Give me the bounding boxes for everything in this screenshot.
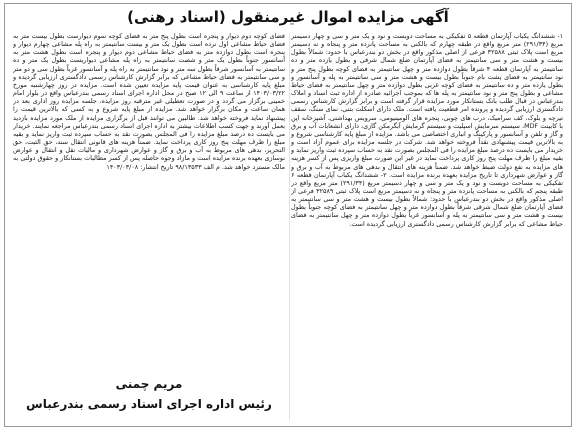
signatory-title: رئیس اداره اجرای اسناد رسمی بندرعباس <box>26 397 272 411</box>
notice-sheet <box>4 3 572 427</box>
notice-body-right-text: ۱- ششدانگ یکباب آپارتمان قطعه ۵ تفکیکی به مساحت دویست و نود و یک متر و سی و چهار دسیمتر مربع (۲۹۱/۳۴) متر مربع واقع در طبقه چهارم که بالکنی به مساحت پانزده متر و پنجاه و نه دسیمتر مربع است پلاک ثبتی ۳۲۵۸۸ فرعی از اصلی مذکور واقع در بخش دو بندرعباس با حدود: شمالاً بطول بیست و هشت متر و سی سانتیمتر به فضای آپارتمان ضلع شمال شرقی و بطول یازده متر و ده سانتیمتر به آپارتمان قطعه ۴ شرقاً بطول دوازده متر و چهل سانتیمتر به فضای کوچه بطول پنج متر و نود سانتیمتر به فضای پشت بام جنوباً بطول بیست و هشت متر و سی سانتیمتر به پله و آسانسور و بطول یازده متر و ده سانتیمتر به فضای کوچه غربی بطول دوازده متر و چهل سانتیمتر به فضای حیاط مشاعی و بطول پنج متر و نود سانتیمتر به پله ها که بموجب اجرائیه صادره از اداره ثبت اسناد و املاک بندرعباس در قبال طلب بانک بستانکار مورد مزایده قرار گرفته است و برابر گزارش کارشناس رسمی دادگستری ارزیابی گردیده و پرونده امر قطعیت یافته است. ملک دارای اسکلت بتنی، نمای سنگ، سقف تیرچه و بلوک، کف سرامیک، درب های چوبی، پنجره های آلومینیومی، سرویس بهداشتی، آشپزخانه اپن با کابینت MDF، سیستم سرمایش اسپلیت و سیستم گرمایش آبگرمکن گازی، دارای انشعابات آب و برق و گاز و تلفن و آسانسور و پارکینگ و انباری اختصاصی می باشد. مزایده از مبلغ پایه کارشناسی شروع و به بالاترین قیمت پیشنهادی نقداً فروخته خواهد شد. شرکت در جلسه مزایده برای عموم آزاد است و خریدار می بایست ده درصد مبلغ مزایده را فی المجلس بصورت نقد به حساب سپرده ثبت واریز نماید و بقیه مبلغ را ظرف مهلت پنج روز کاری پرداخت نماید در غیر این صورت مبلغ واریزی پس از کسر هزینه های مزایده به نفع دولت ضبط خواهد شد. ضمناً هزینه های انتقال و بدهی های مربوط به آب و برق و گاز و عوارض شهرداری تا تاریخ مزایده بعهده برنده مزایده است. ۲- ششدانگ یکباب آپارتمان قطعه ۶ تفکیکی به مساحت دویست و نود و یک متر و سی و چهار دسیمتر مربع (۲۹۱/۳۴) متر مربع واقع در طبقه پنجم که بالکنی به مساحت پانزده متر و پنجاه و نه دسیمتر مربع است پلاک ثبتی ۳۲۵۸۹ فرعی از اصلی مذکور واقع در بخش دو بندرعباس با حدود: شمالاً بطول بیست و هشت متر و سی سانتیمتر به فضای آپارتمان ضلع شمال شرقی شرقاً بطول دوازده متر و چهل سانتیمتر به فضای کوچه جنوباً بطول بیست و هشت متر و سی سانتیمتر به پله و آسانسور غرباً بطول دوازده متر و چهل سانتیمتر به فضای حیاط مشاعی که برابر گزارش کارشناس رسمی دادگستری ارزیابی گردیده است. <box>291 32 563 228</box>
column-divider <box>289 34 290 420</box>
notice-body-left-column <box>13 32 285 330</box>
notice-body-left-text: فضای کوچه دوم دیوار و پنجره است بطول پنج متر به فضای کوچه سوم دیوارست بطول بیست متر به فضای حیاط مشاعی اول نرده است بطول یک متر و بیست سانتیمتر به راه پله مشاعی چهارم دیوار و پنجره است بطول دوازده متر به فضای حیاط مشاعی دوم دیوار و پنجره است بطول هشت متر به آسانسور جنوباً بطول یک متر و شصت سانتیمتر به راه پله مشاعی دیواریست بطول یک متر و ده سانتیمتر به آسانسور شرقاً بطول سه متر و نود سانتیمتر به راه پله و آسانسور غرباً بطول سی و دو متر و سی سانتیمتر به فضای حیاط مشاعی که برابر گزارش کارشناس رسمی دادگستری ارزیابی گردیده و مبلغ پایه کارشناسی به عنوان قیمت پایه مزایده تعیین شده است. مزایده در روز چهارشنبه مورخ ۱۴۰۳/۰۳/۲۲ از ساعت ۹ الی ۱۲ صبح در محل اداره اجرای اسناد رسمی بندرعباس واقع در بلوار امام خمینی برگزار می گردد و در صورت تعطیلی غیر مترقبه روز مزایده، جلسه مزایده روز اداری بعد در همان ساعت و مکان برگزار خواهد شد. مزایده از مبلغ پایه شروع و به کسی که بالاترین قیمت را پیشنهاد نماید فروخته خواهد شد. طالبین می توانند قبل از برگزاری مزایده از ملک مورد مزایده بازدید بعمل آورند و جهت کسب اطلاعات بیشتر به اداره اجرای اسناد رسمی بندرعباس مراجعه نمایند. خریدار می بایست ده درصد مبلغ مزایده را فی المجلس بصورت نقد به حساب سپرده ثبت واریز نماید و بقیه مبلغ را ظرف مهلت پنج روز کاری پرداخت نماید. ضمناً هزینه های قانونی انتقال سند، حق الثبت، حق التحریر، بدهی های مربوط به آب و برق و گاز و عوارض شهرداری و مالیات نقل و انتقال و عوارض نوسازی بعهده برنده مزایده است و مازاد وجوه حاصله پس از کسر مطالبات بستانکار و حقوق دولتی به مالک مسترد خواهد شد. م الف ۹۸/۱۳۵۳۳ تاریخ انتشار: ۱۴۰۳/۰۳/۰۸ <box>13 32 285 171</box>
notice-body-right-column <box>291 32 563 424</box>
notice-title: آگهی مزایده اموال غیرمنقول (اسناد رهنی) <box>127 8 449 26</box>
signatory-name: مریم چمنی <box>115 377 183 391</box>
